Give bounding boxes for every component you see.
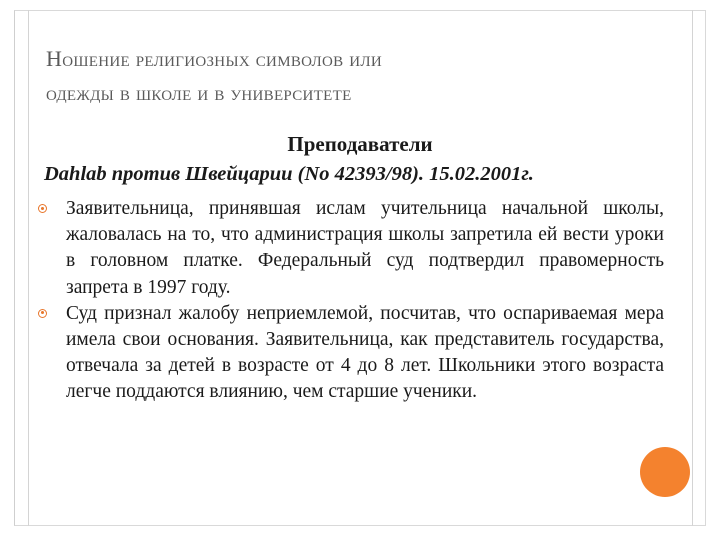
bullet-item-1 <box>34 196 664 301</box>
bullet-list <box>34 196 664 406</box>
frame-inner-line-left <box>28 10 29 526</box>
frame-inner-line-right <box>692 10 693 526</box>
title-line-1: Ношение религиозных символов или <box>46 46 382 71</box>
bullet-circle-icon <box>38 309 47 318</box>
orange-circle-decoration <box>640 447 690 497</box>
bullet-text-2: Суд признал жалобу неприемлемой, посчитав, что оспариваемая мера имела свои основания. Заявительница, как представитель государства, отвечала за детей в возрасте от 4 до 8 лет. Школьники этого возраста легче поддаются влиянию, чем старшие ученики. <box>66 302 664 403</box>
case-title: Dahlab против Швейцарии (No 42393/98). 15.02.2001г. <box>44 163 534 185</box>
title-line-2: одежды в школе и в университете <box>46 80 352 105</box>
bullet-text-1: Заявительница, принявшая ислам учительница начальной школы, жаловалась на то, что администрация школы запретила ей вести уроки в головном платке. Федеральный суд подтвердил правомерность запрета в 1997 году. <box>66 198 664 298</box>
slide-title <box>46 42 666 110</box>
bullet-item-2 <box>34 301 664 406</box>
subheading: Преподаватели <box>287 132 433 156</box>
bullet-circle-icon <box>38 204 47 213</box>
